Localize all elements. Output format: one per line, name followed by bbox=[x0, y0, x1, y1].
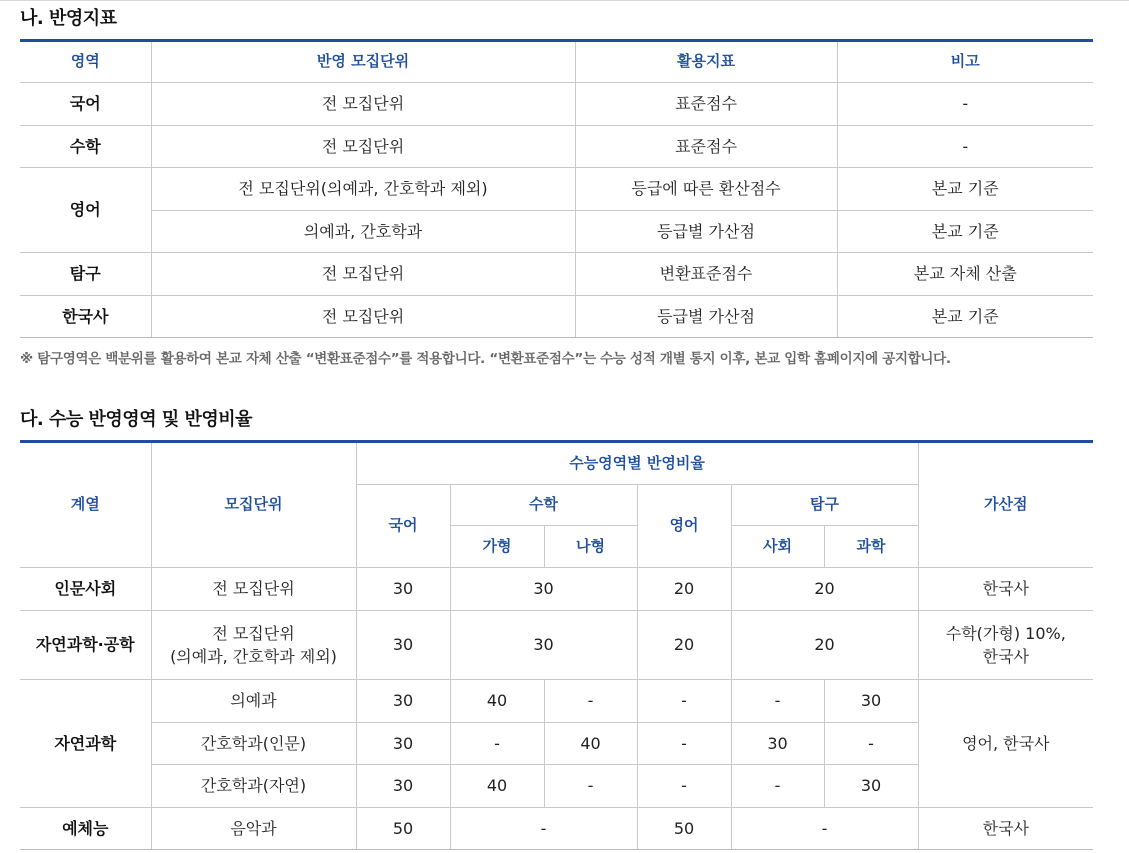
header-unit: 반영 모집단위 bbox=[151, 41, 575, 83]
track-cell: 자연과학 bbox=[20, 680, 151, 808]
unit-cell: 전 모집단위 bbox=[151, 83, 575, 126]
section-b-title: 나. 반영지표 bbox=[20, 8, 117, 29]
unit-cell: 전 모집단위 bbox=[151, 296, 575, 338]
bonus-cell bbox=[918, 611, 1093, 680]
korean-cell: 30 bbox=[356, 765, 450, 808]
table-row bbox=[20, 568, 1093, 611]
korean-cell: 30 bbox=[356, 723, 450, 765]
unit-cell bbox=[151, 611, 356, 680]
table-row bbox=[20, 611, 1093, 680]
area-cell: 한국사 bbox=[20, 296, 151, 338]
math-ga-cell: 40 bbox=[450, 765, 544, 808]
table-row bbox=[20, 296, 1093, 338]
indicator-table bbox=[20, 39, 1093, 338]
unit-cell: 전 모집단위(의예과, 간호학과 제외) bbox=[151, 168, 575, 211]
header-math: 수학 bbox=[450, 485, 637, 526]
track-cell: 자연과학·공학 bbox=[20, 611, 151, 680]
track-cell: 인문사회 bbox=[20, 568, 151, 611]
unit-cell: 의예과 bbox=[151, 680, 356, 723]
math-cell: - bbox=[450, 808, 637, 850]
table-row bbox=[20, 211, 1093, 253]
math-na-cell: - bbox=[544, 680, 637, 723]
unit-cell: 음악과 bbox=[151, 808, 356, 850]
unit-cell: 전 모집단위 bbox=[151, 253, 575, 296]
unit-cell: 전 모집단위 bbox=[151, 126, 575, 168]
table-row bbox=[20, 808, 1093, 850]
header-indicator: 활용지표 bbox=[575, 41, 837, 83]
inquiry-cell: - bbox=[731, 808, 918, 850]
science-cell: 30 bbox=[824, 765, 918, 808]
bonus-line: 수학(가형) 10%, bbox=[945, 623, 1066, 643]
indicator-cell: 표준점수 bbox=[575, 126, 837, 168]
korean-cell: 30 bbox=[356, 568, 450, 611]
header-science: 과학 bbox=[824, 526, 918, 568]
indicator-cell: 표준점수 bbox=[575, 83, 837, 126]
science-cell: 30 bbox=[824, 680, 918, 723]
track-cell: 예체능 bbox=[20, 808, 151, 850]
header-unit: 모집단위 bbox=[151, 442, 356, 568]
table-row bbox=[20, 126, 1093, 168]
table-row bbox=[20, 253, 1093, 296]
unit-line: 전 모집단위 bbox=[212, 623, 295, 643]
indicator-cell: 등급에 따른 환산점수 bbox=[575, 168, 837, 211]
korean-cell: 50 bbox=[356, 808, 450, 850]
bonus-cell: 영어, 한국사 bbox=[918, 680, 1093, 808]
header-remark: 비고 bbox=[837, 41, 1093, 83]
header-math-ga: 가형 bbox=[450, 526, 544, 568]
area-cell: 탐구 bbox=[20, 253, 151, 296]
indicator-cell: 등급별 가산점 bbox=[575, 296, 837, 338]
math-cell: 30 bbox=[450, 568, 637, 611]
english-cell: 20 bbox=[637, 568, 731, 611]
area-cell: 영어 bbox=[20, 168, 151, 253]
indicator-cell: 등급별 가산점 bbox=[575, 211, 837, 253]
english-cell: - bbox=[637, 723, 731, 765]
unit-line: (의예과, 간호학과 제외) bbox=[170, 647, 337, 666]
english-cell: 20 bbox=[637, 611, 731, 680]
english-cell: 50 bbox=[637, 808, 731, 850]
table-row bbox=[20, 680, 1093, 723]
unit-cell: 간호학과(자연) bbox=[151, 765, 356, 808]
korean-cell: 30 bbox=[356, 611, 450, 680]
math-cell: 30 bbox=[450, 611, 637, 680]
header-english: 영어 bbox=[637, 485, 731, 568]
area-cell: 국어 bbox=[20, 83, 151, 126]
table-row bbox=[20, 83, 1093, 126]
header-korean: 국어 bbox=[356, 485, 450, 568]
remark-cell: 본교 기준 bbox=[837, 168, 1093, 211]
area-cell: 수학 bbox=[20, 126, 151, 168]
header-inquiry: 탐구 bbox=[731, 485, 918, 526]
indicator-cell: 변환표준점수 bbox=[575, 253, 837, 296]
footnote: ※ 탐구영역은 백분위를 활용하여 본교 자체 산출 “변환표준점수”를 적용합니다. “변환표준점수”는 수능 성적 개별 통지 이후, 본교 입학 홈페이지에 공지합니다. bbox=[20, 351, 951, 367]
inquiry-cell: 20 bbox=[731, 611, 918, 680]
english-cell: - bbox=[637, 680, 731, 723]
section-c-title: 다. 수능 반영영역 및 반영비율 bbox=[20, 409, 253, 430]
math-ga-cell: - bbox=[450, 723, 544, 765]
remark-cell: 본교 기준 bbox=[837, 296, 1093, 338]
inquiry-cell: 20 bbox=[731, 568, 918, 611]
top-rule bbox=[0, 0, 1129, 1]
remark-cell: - bbox=[837, 126, 1093, 168]
math-na-cell: 40 bbox=[544, 723, 637, 765]
ratio-table bbox=[20, 440, 1093, 850]
header-social: 사회 bbox=[731, 526, 824, 568]
remark-cell: 본교 자체 산출 bbox=[837, 253, 1093, 296]
social-cell: - bbox=[731, 680, 824, 723]
unit-cell: 간호학과(인문) bbox=[151, 723, 356, 765]
social-cell: 30 bbox=[731, 723, 824, 765]
math-na-cell: - bbox=[544, 765, 637, 808]
header-track: 계열 bbox=[20, 442, 151, 568]
header-math-na: 나형 bbox=[544, 526, 637, 568]
bonus-cell: 한국사 bbox=[918, 808, 1093, 850]
header-area: 영역 bbox=[20, 41, 151, 83]
english-cell: - bbox=[637, 765, 731, 808]
unit-cell: 전 모집단위 bbox=[151, 568, 356, 611]
remark-cell: - bbox=[837, 83, 1093, 126]
science-cell: - bbox=[824, 723, 918, 765]
social-cell: - bbox=[731, 765, 824, 808]
korean-cell: 30 bbox=[356, 680, 450, 723]
header-ratio-group: 수능영역별 반영비율 bbox=[356, 442, 918, 485]
unit-cell: 의예과, 간호학과 bbox=[151, 211, 575, 253]
bonus-line: 한국사 bbox=[982, 647, 1029, 666]
table-row bbox=[20, 168, 1093, 211]
math-ga-cell: 40 bbox=[450, 680, 544, 723]
remark-cell: 본교 기준 bbox=[837, 211, 1093, 253]
bonus-cell: 한국사 bbox=[918, 568, 1093, 611]
header-bonus: 가산점 bbox=[918, 442, 1093, 568]
